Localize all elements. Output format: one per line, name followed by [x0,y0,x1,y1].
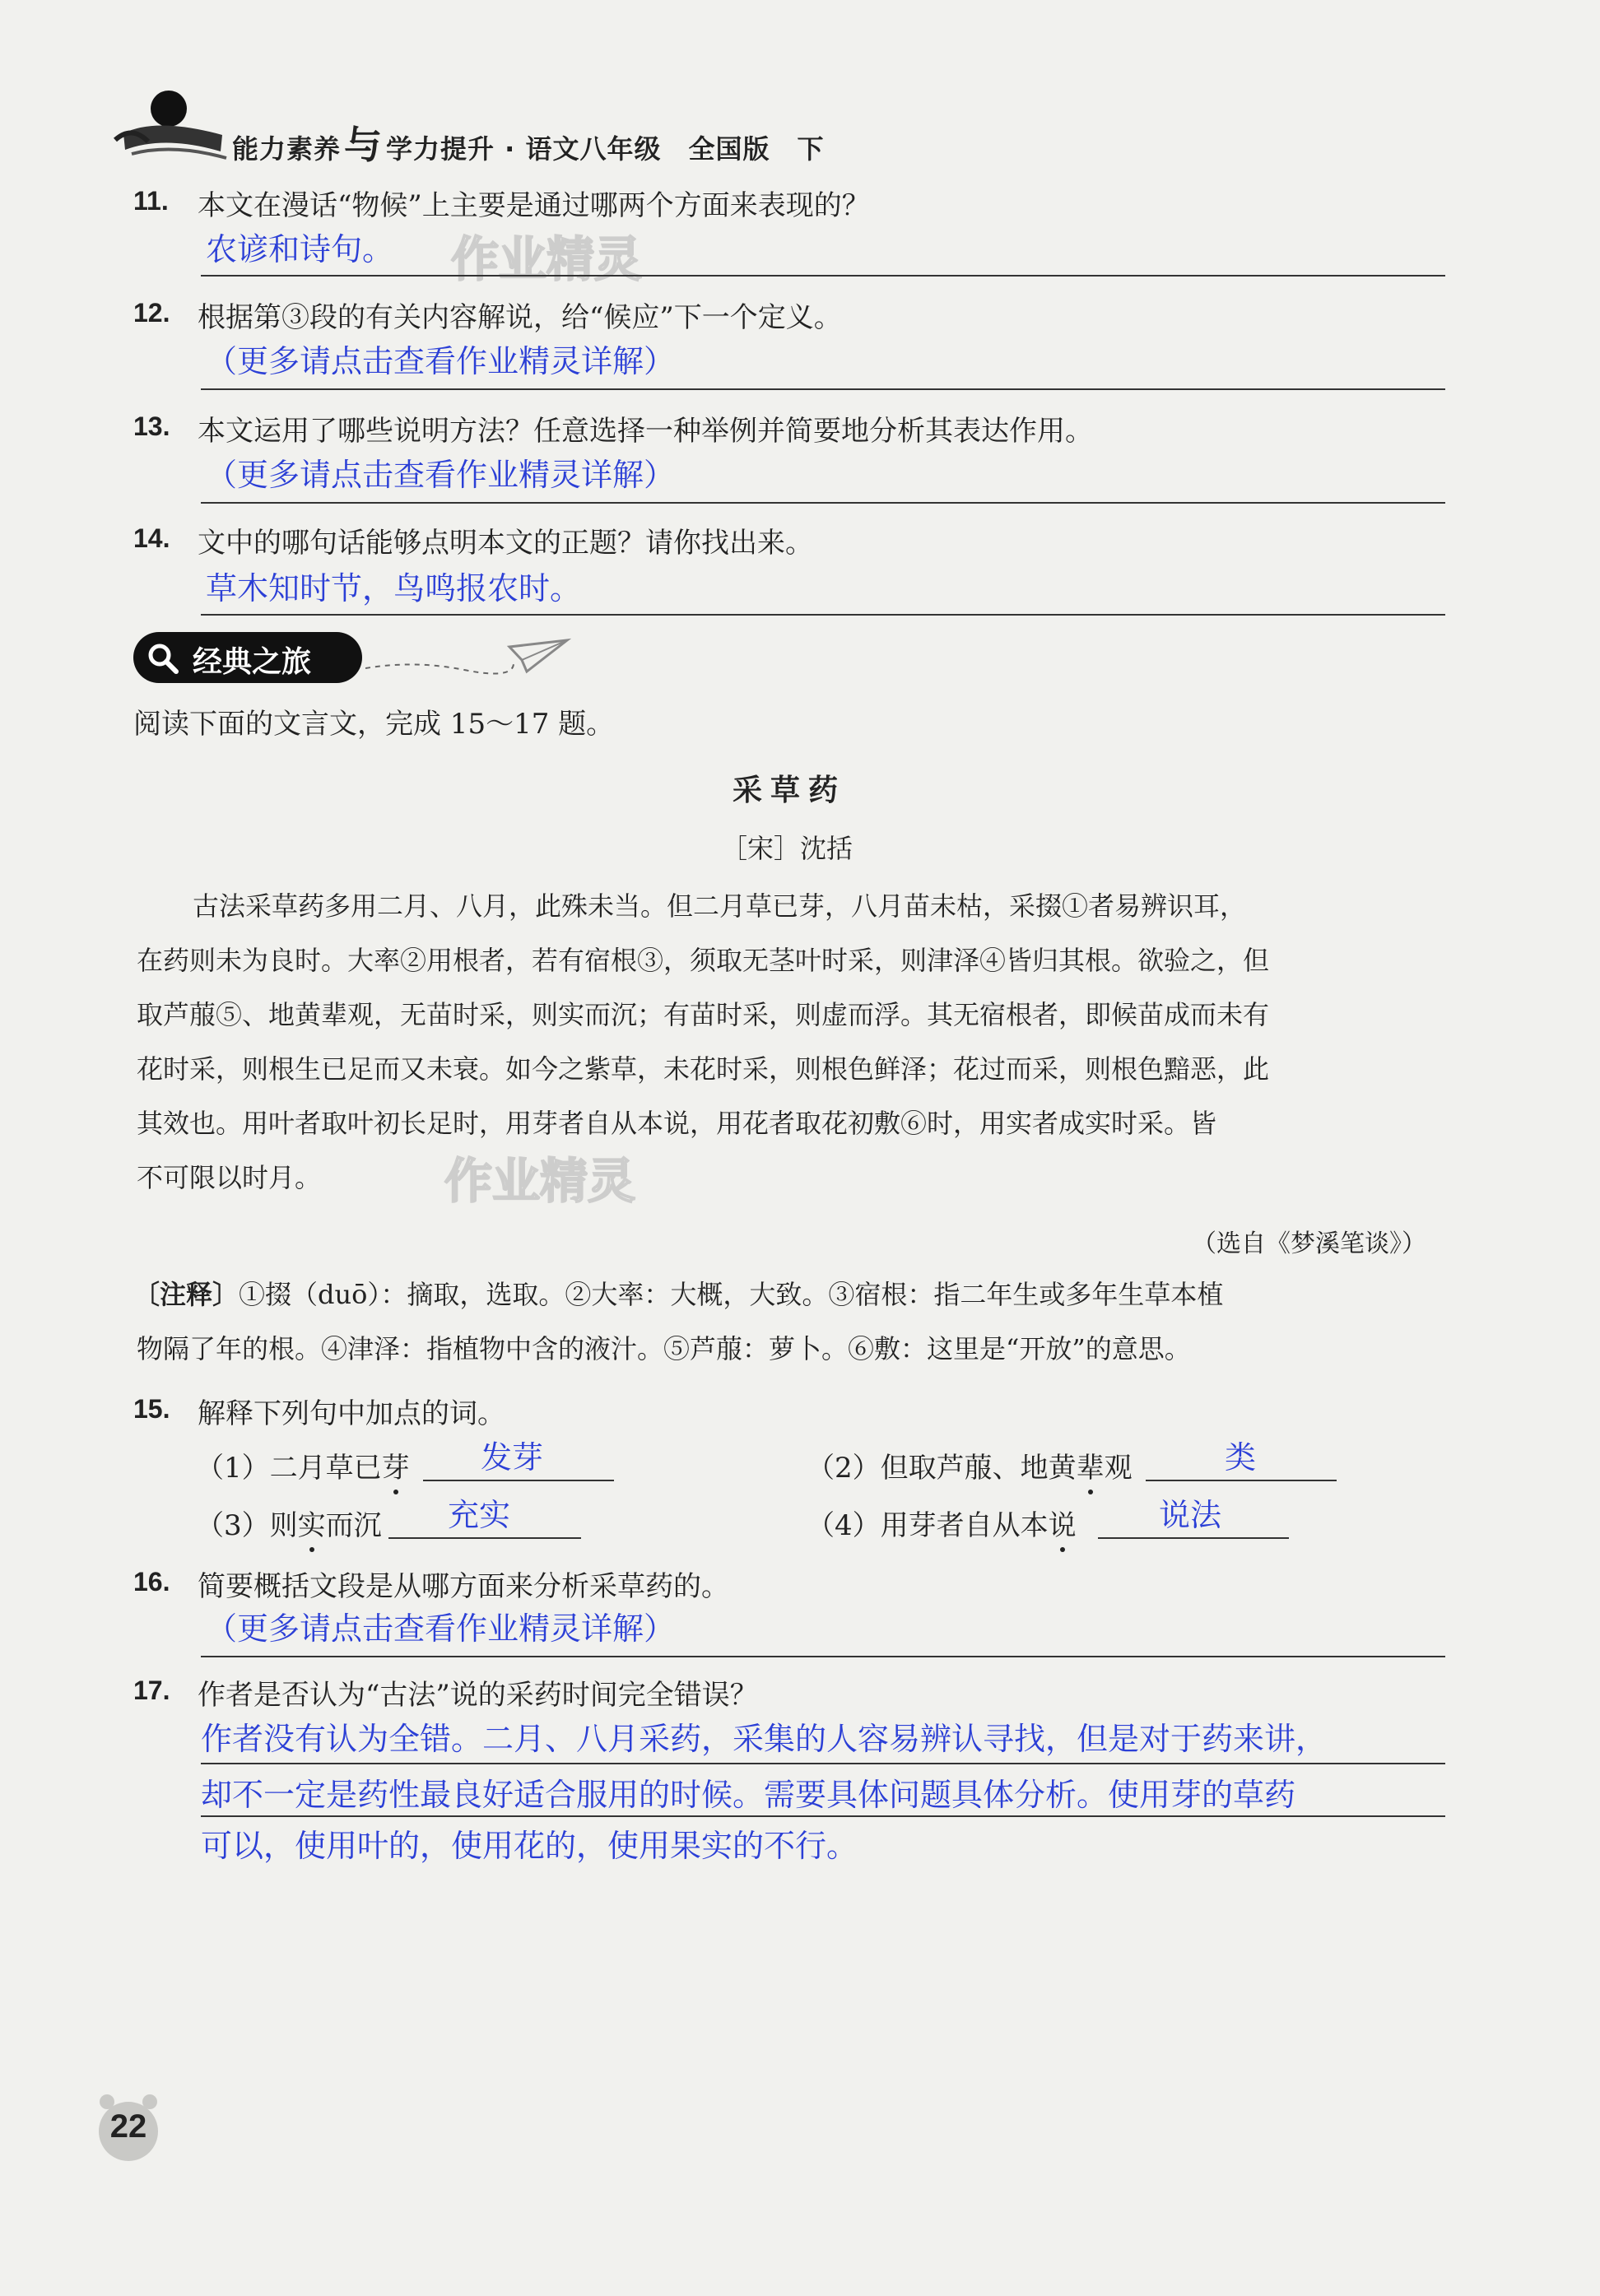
passage-source: （选自《梦溪笔谈》） [1192,1229,1426,1258]
notes-line: 物隔了年的根。④津泽：指植物中含的液汁。⑤芦菔：萝卜。⑥敷：这里是“开放”的意思。 [137,1333,1191,1364]
answer-text: 作者没有认为全错。二月、八月采药，采集的人容易辨认寻找，但是对于药来讲， [201,1721,1328,1757]
question-number: 13. [133,411,170,441]
question-number: 17. [133,1676,170,1705]
reading-instruction: 阅读下面的文言文，完成 15～17 题。 [133,708,615,741]
q15-item-1: （1）二月草已芽 [196,1452,410,1485]
answer-text: 却不一定是药性最良好适合服用的时候。需要具体问题具体分析。使用芽的草药 [201,1777,1296,1813]
answer-link[interactable]: （更多请点击查看作业精灵详解） [206,1610,676,1647]
answer-line [201,1656,1445,1657]
answer-text: 农谚和诗句。 [206,231,394,267]
passage-line: 取芦菔⑤、地黄辈观，无苗时采，则实而沉；有苗时采，则虚而浮。其无宿根者，即候苗成而未有 [137,999,1270,1030]
answer-link[interactable]: （更多请点击查看作业精灵详解） [206,343,676,379]
section-badge [133,632,362,683]
answer-text: 说法 [1159,1497,1222,1533]
question-text: 简要概括文段是从哪方面来分析采草药的。 [198,1570,729,1603]
question-text: 根据第③段的有关内容解说，给“候应”下一个定义。 [198,301,842,334]
passage-title: 采草药 [733,773,847,807]
section-title: 经典之旅 [193,645,312,679]
answer-line [201,1763,1445,1764]
notes-text: ①掇（duō）：摘取，选取。②大率：大概，大致。③宿根：指二年生或多年生草本植 [239,1279,1224,1310]
question-number: 15. [133,1394,170,1424]
passage-line: 不可限以时月。 [137,1162,322,1193]
answer-line [423,1480,614,1481]
q15-item-3: （3）则实而沉 [196,1509,382,1542]
q15-item-4: （4）用芽者自从本说 [807,1509,1077,1542]
question-text: 解释下列句中加点的词。 [198,1397,505,1430]
question-text: 文中的哪句话能够点明本文的正题？请你找出来。 [198,527,813,560]
passage-line: 其效也。用叶者取叶初长足时，用芽者自从本说，用花者取花初敷⑥时，用实者成实时采。皆 [137,1108,1217,1139]
answer-line [201,388,1445,390]
question-text: 本文运用了哪些说明方法？任意选择一种举例并简要地分析其表达作用。 [198,415,1093,448]
magnifier-icon [145,640,181,676]
answer-line [388,1537,581,1539]
passage-line: 花时采，则根生已足而又未衰。如今之紫草，未花时采，则根色鲜泽；花过而采，则根色黯恶，此 [137,1053,1270,1085]
watermark: 作业精灵 [451,231,643,287]
question-text: 作者是否认为“古法”说的采药时间完全错误？ [198,1679,758,1712]
answer-text: 草木知时节，鸟鸣报农时。 [206,570,582,607]
page-number: 22 [109,2108,147,2145]
answer-text: 类 [1225,1439,1257,1476]
question-number: 14. [133,523,170,553]
answer-text: 可以，使用叶的，使用花的，使用果实的不行。 [201,1828,858,1864]
header-logo [107,76,230,166]
answer-text: 发芽 [481,1439,544,1476]
answer-line [201,502,1445,504]
notes-label: 〔注释〕 [133,1279,240,1310]
watermark: 作业精灵 [444,1153,636,1209]
paper-plane-icon [365,635,571,685]
passage-line: 古法采草药多用二月、八月，此殊未当。但二月草已芽，八月苗未枯，采掇①者易辨识耳， [193,890,1247,922]
q15-item-2: （2）但取芦菔、地黄辈观 [807,1452,1133,1485]
passage-author: ［宋］沈括 [721,833,853,864]
answer-line [201,1815,1445,1817]
answer-line [201,275,1445,277]
question-number: 11. [133,186,169,216]
answer-line [1098,1537,1289,1539]
question-number: 12. [133,298,170,328]
answer-line [1146,1480,1337,1481]
answer-link[interactable]: （更多请点击查看作业精灵详解） [206,457,676,493]
answer-line [201,614,1445,616]
question-number: 16. [133,1567,170,1597]
answer-text: 充实 [448,1497,511,1533]
question-text: 本文在漫话“物候”上主要是通过哪两个方面来表现的？ [198,189,870,222]
page-number-badge [89,2090,168,2164]
notes-line [133,1267,1223,1322]
passage-line: 在药则未为良时。大率②用根者，若有宿根③，须取无茎叶时采，则津泽④皆归其根。欲验之，但 [137,945,1270,976]
header-title: 能力素养与 学力提升 · 语文八年级 全国版 下 [232,123,825,167]
